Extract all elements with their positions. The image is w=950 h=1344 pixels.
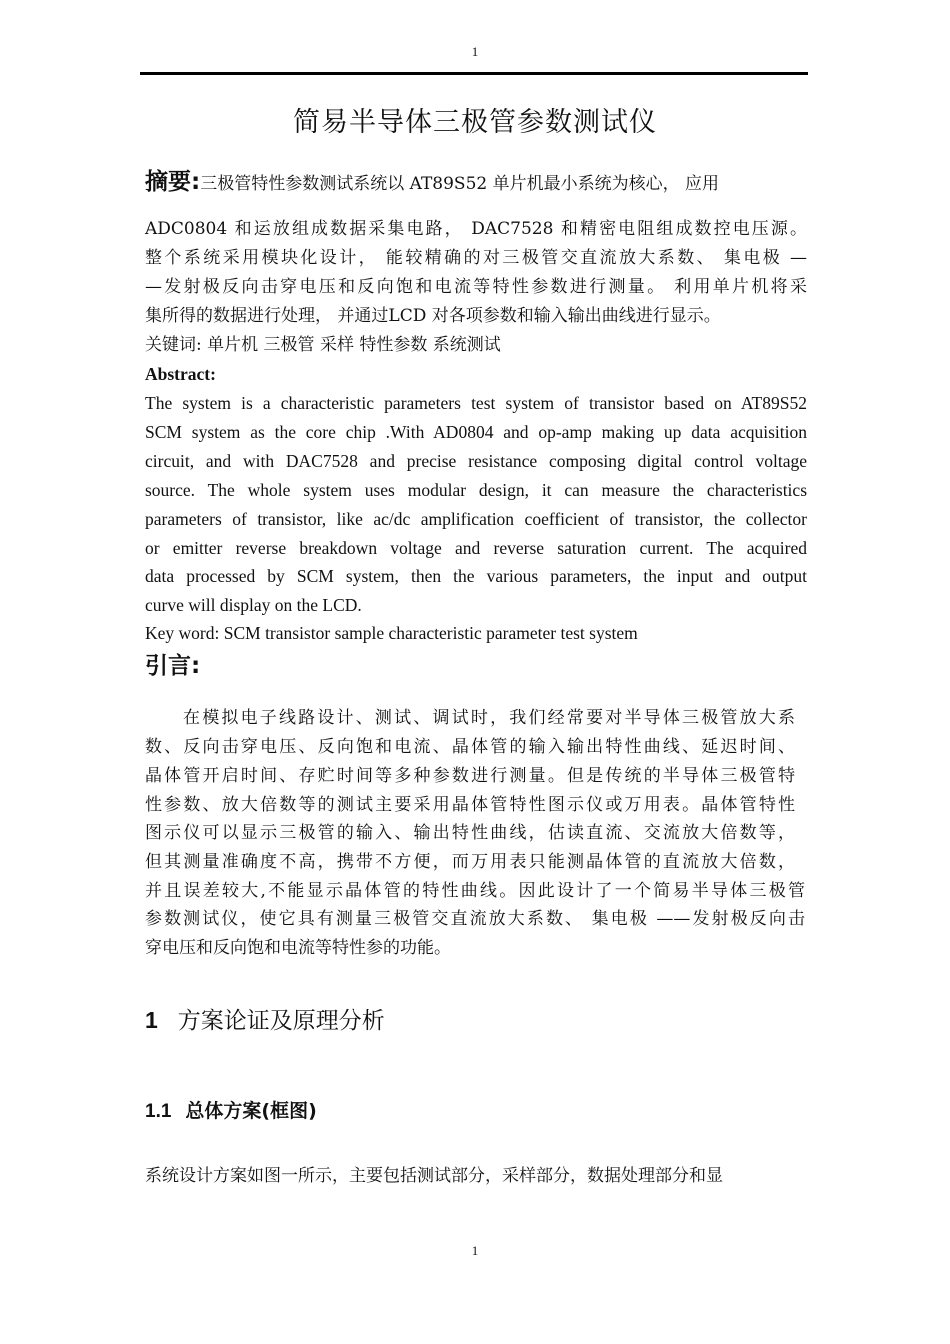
intro-line: 数、反向击穿电压、反向饱和电流、晶体管的输入输出特性曲线、延迟时间、 [145, 737, 795, 757]
abstract-en-line: SCM system as the core chip .With AD0804 and op-amp making up data acquisition [145, 422, 807, 442]
abstract-en-label: Abstract: [145, 364, 216, 384]
abstract-cn-line: 三极管特性参数测试系统以 AT89S52 单片机最小系统为核心， 应用 [200, 174, 720, 194]
abstract-en-line: source. The whole system uses modular design, it can measure the characteristics [145, 480, 807, 500]
section-1-1-heading [145, 1096, 317, 1123]
abstract-en-line: parameters of transistor, like ac/dc amplification coefficient of transistor, the collector [145, 509, 807, 529]
abstract-en-keywords: Key word: SCM transistor sample characteristic parameter test system [145, 623, 638, 643]
intro-line: 并且误差较大,不能显示晶体管的特性曲线。因此设计了一个简易半导体三极管 [145, 881, 805, 901]
abstract-cn-first-line [145, 170, 807, 196]
section-1-title: 方案论证及原理分析 [177, 1008, 385, 1034]
abstract-cn-label: 摘要: [145, 169, 201, 195]
abstract-en-line: or emitter reverse breakdown voltage and reverse saturation current. The acquired [145, 538, 807, 558]
intro-line: 穿电压和反向饱和电流等特性参的功能。 [145, 938, 451, 958]
document-title: 简易半导体三极管参数测试仪 [293, 107, 657, 138]
abstract-en-line: The system is a characteristic parameters test system of transistor based on AT89S52 [145, 393, 807, 413]
abstract-cn-line: 整个系统采用模块化设计， 能较精确的对三极管交直流放大系数、 集电极 — [145, 248, 807, 268]
section-1-1-title: 总体方案(框图) [185, 1100, 317, 1122]
abstract-en-line: circuit, and with DAC7528 and precise resistance composing digital control voltage [145, 451, 807, 471]
intro-line: 参数测试仪，使它具有测量三极管交直流放大系数、 集电极 ——发射极反向击 [145, 909, 805, 929]
header-rule [140, 72, 808, 75]
section-1-1-number: 1.1 [145, 1101, 172, 1122]
abstract-cn-line: ADC0804 和运放组成数据采集电路， DAC7528 和精密电阻组成数控电压源。 [145, 219, 807, 239]
footer-page-number: 1 [471, 1243, 479, 1258]
abstract-cn-line: 集所得的数据进行处理， 并通过LCD 对各项参数和输入输出曲线进行显示。 [145, 306, 721, 326]
intro-line: 在模拟电子线路设计、测试、调试时，我们经常要对半导体三极管放大系 [183, 708, 795, 728]
header-page-number: 1 [471, 44, 479, 59]
abstract-en-line: data processed by SCM system, then the various parameters, the input and output [145, 566, 807, 586]
section-1-heading [145, 1002, 385, 1035]
intro-line: 晶体管开启时间、存贮时间等多种参数进行测量。但是传统的半导体三极管特 [145, 766, 795, 786]
section-1-number: 1 [145, 1007, 158, 1033]
intro-line: 图示仪可以显示三极管的输入、输出特性曲线，估读直流、交流放大倍数等， [145, 823, 795, 843]
abstract-cn-line: —发射极反向击穿电压和反向饱和电流等特性参数进行测量。 利用单片机将采 [145, 277, 807, 297]
intro-line: 但其测量准确度不高，携带不方便，而万用表只能测晶体管的直流放大倍数， [145, 852, 795, 872]
abstract-cn-keywords: 关键词: 单片机 三极管 采样 特性参数 系统测试 [145, 335, 501, 355]
intro-line: 性参数、放大倍数等的测试主要采用晶体管特性图示仪或万用表。晶体管特性 [145, 795, 795, 815]
abstract-en-line: curve will display on the LCD. [145, 595, 362, 615]
body-paragraph-line: 系统设计方案如图一所示，主要包括测试部分，采样部分，数据处理部分和显 [145, 1166, 723, 1186]
intro-label: 引言: [145, 653, 201, 679]
